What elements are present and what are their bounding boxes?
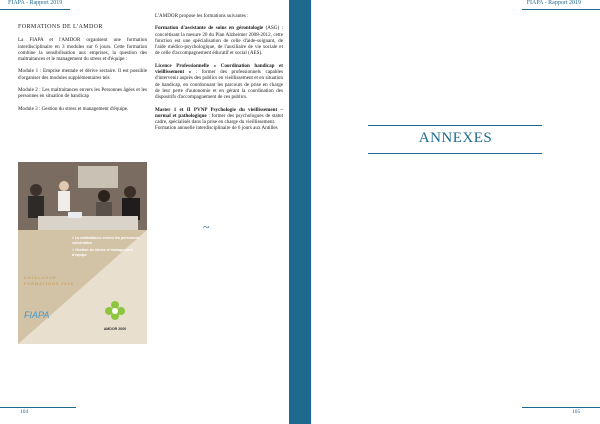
formation-item-text: (ASG) : concrétisant la mesure 20 du Plan Alzheimer 2008-2012, cette fonction est une spécialisation de celle d'aide-soignant, de l'aide médico-psychologique, de l'auxiliaire de vie sociale et de celle d'accompagnement éducatif et social (AES). <box>155 25 283 57</box>
formations-intro: L'AMDOR propose les formations suivantes : <box>155 13 249 19</box>
amdor-flower-icon <box>104 300 126 322</box>
amdor-logo-text: AMDOR 2000 <box>103 327 127 331</box>
meeting-photo <box>18 162 147 230</box>
catalogue-label <box>24 275 74 287</box>
decorative-squiggle-icon: ~ <box>203 220 210 234</box>
header-rule-right <box>522 9 600 10</box>
module-1-paragraph: Module 1 : Emprise mentale et dérive sectaire. Il est possible d'organiser des modules supplémentaires tels <box>18 68 147 81</box>
catalogue-brochure-image <box>18 162 147 344</box>
formation-item <box>155 107 283 132</box>
formation-item-text: : former des professionnels capables d'intervenir auprès des publics en vieillissement et en situation de handicap, en coordonnant les parcours de prise en charge de leur perte d'autonomie et en gérant la coordination des dispositifs d'accompagnement de ces publics. <box>155 69 283 101</box>
catalogue-line: CATALOGUE <box>24 276 57 280</box>
catalogue-line: FORMATIONS 2019 <box>24 282 74 286</box>
running-header-left: FIAPA - Rapport 2019 <box>8 0 63 6</box>
formation-item-title: Formation d'assistante de soins en gérontologie <box>155 25 264 32</box>
formation-item-title: Master 1 et II PVNP Psychologie du vieillissement – normal et pathologique <box>155 106 283 119</box>
amdor-logo <box>100 300 130 331</box>
page-number-left: 104 <box>20 409 29 415</box>
header-rule-left <box>0 9 70 10</box>
annex-rule-bottom <box>368 153 542 154</box>
closing-text: Formation annuelle interdisciplinaire de 6 jours aux Antilles <box>155 125 278 132</box>
formation-item-title: Licence Professionnelle « Coordination handicap et vieillissement » <box>155 62 283 76</box>
page-number-right: 105 <box>572 409 581 415</box>
formation-item <box>155 25 283 56</box>
middle-column <box>155 13 283 138</box>
module-2-paragraph: Module 2 : Les maltraitances envers les Personnes âgées et les personnes en situation de handicap <box>18 87 147 100</box>
formation-item-text: : former des psychologues de statut cadre, spécialisés dans la prise en charge du vieillissement. <box>155 112 283 126</box>
intro-paragraph: La FIAPA et l'AMDOR organisent une formation interdisciplinaire en 3 modules sur 6 jours. Cette formation combine la sensibilisation aux emprises, la question des maltraitances et le management du stress et d'équipe : <box>18 37 147 63</box>
left-column <box>18 24 147 118</box>
footer-rule-right <box>522 407 600 408</box>
brochure-bullets <box>72 236 144 260</box>
annexes-title: ANNEXES <box>418 130 493 146</box>
footer-rule-left <box>0 407 76 408</box>
module-3-paragraph: Module 3 : Gestion du stress et management d'équipe. <box>18 105 129 112</box>
book-spine <box>289 0 311 424</box>
brochure-bullet: > La maltraitance envers les personnes vulnérables <box>72 236 140 245</box>
fiapa-logo: FIAPA <box>24 310 50 320</box>
section-title: FORMATIONS DE L'AMDOR <box>18 24 103 30</box>
annex-rule-top <box>368 125 542 126</box>
meeting-illustration <box>18 162 147 230</box>
formation-item <box>155 63 283 101</box>
brochure-bullet: > Gestion du stress et management d'équipe <box>72 248 133 257</box>
running-header-right: FIAPA - Rapport 2019 <box>526 0 581 6</box>
